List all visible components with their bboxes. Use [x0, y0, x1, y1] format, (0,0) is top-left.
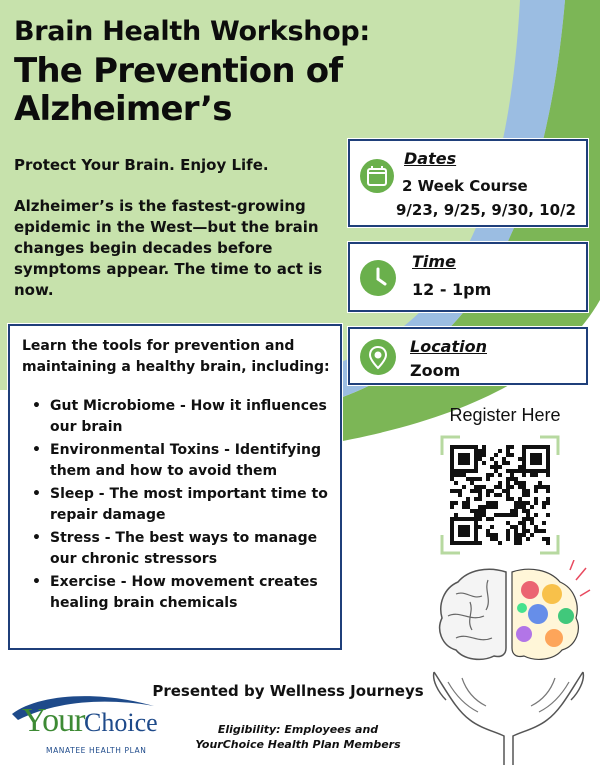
eligibility-line2: YourChoice Health Plan Members [195, 738, 401, 751]
clock-icon [360, 260, 396, 296]
learn-box [8, 324, 342, 650]
logo-subtitle: MANATEE HEALTH PLAN [46, 746, 147, 755]
logo-choice: Choice [84, 708, 158, 737]
list-item: • Gut Microbiome - How it influences our brain [22, 396, 330, 438]
title-line1: Brain Health Workshop: [14, 16, 370, 47]
topic-list [22, 396, 330, 614]
eligibility [168, 722, 428, 752]
list-item: • Sleep - The most important time to repair damage [22, 484, 330, 526]
location-heading: Location [410, 337, 487, 356]
presented-by: Presented by Wellness Journeys [152, 682, 424, 700]
dates-box [348, 139, 588, 227]
list-item: • Environmental Toxins - Identifying them and how to avoid them [22, 440, 330, 482]
dates-list: 9/23, 9/25, 9/30, 10/2 [396, 201, 576, 219]
brain-hands-illustration [426, 560, 591, 765]
brain-hands-icon [426, 560, 591, 765]
tagline: Protect Your Brain. Enjoy Life. [14, 156, 269, 174]
list-item: • Stress - The best ways to manage our chronic stressors [22, 528, 330, 570]
time-heading: Time [412, 252, 456, 271]
time-box [348, 242, 588, 312]
dates-heading: Dates [404, 149, 457, 168]
qr-code[interactable] [440, 435, 560, 555]
intro-paragraph: Alzheimer’s is the fastest-growing epidemic in the West—but the brain changes begin decades before symptoms appear. The time to act is now. [14, 197, 323, 299]
list-item: • Exercise - How movement creates healing brain chemicals [22, 572, 330, 614]
learn-intro: Learn the tools for prevention and maintaining a healthy brain, including: [22, 338, 330, 375]
location-box [348, 327, 588, 385]
time-value: 12 - 1pm [412, 280, 492, 299]
logo-your: Your [22, 702, 85, 739]
location-pin-icon [360, 339, 396, 375]
qr-code-icon[interactable] [440, 435, 560, 555]
eligibility-line1: Eligibility: Employees and [217, 723, 379, 736]
yourchoice-logo [8, 690, 158, 770]
location-value: Zoom [410, 361, 461, 380]
register-label: Register Here [449, 405, 561, 425]
page-title: The Prevention of Alzheimer’s [14, 51, 343, 129]
dates-course: 2 Week Course [402, 177, 528, 195]
calendar-icon [360, 159, 394, 193]
